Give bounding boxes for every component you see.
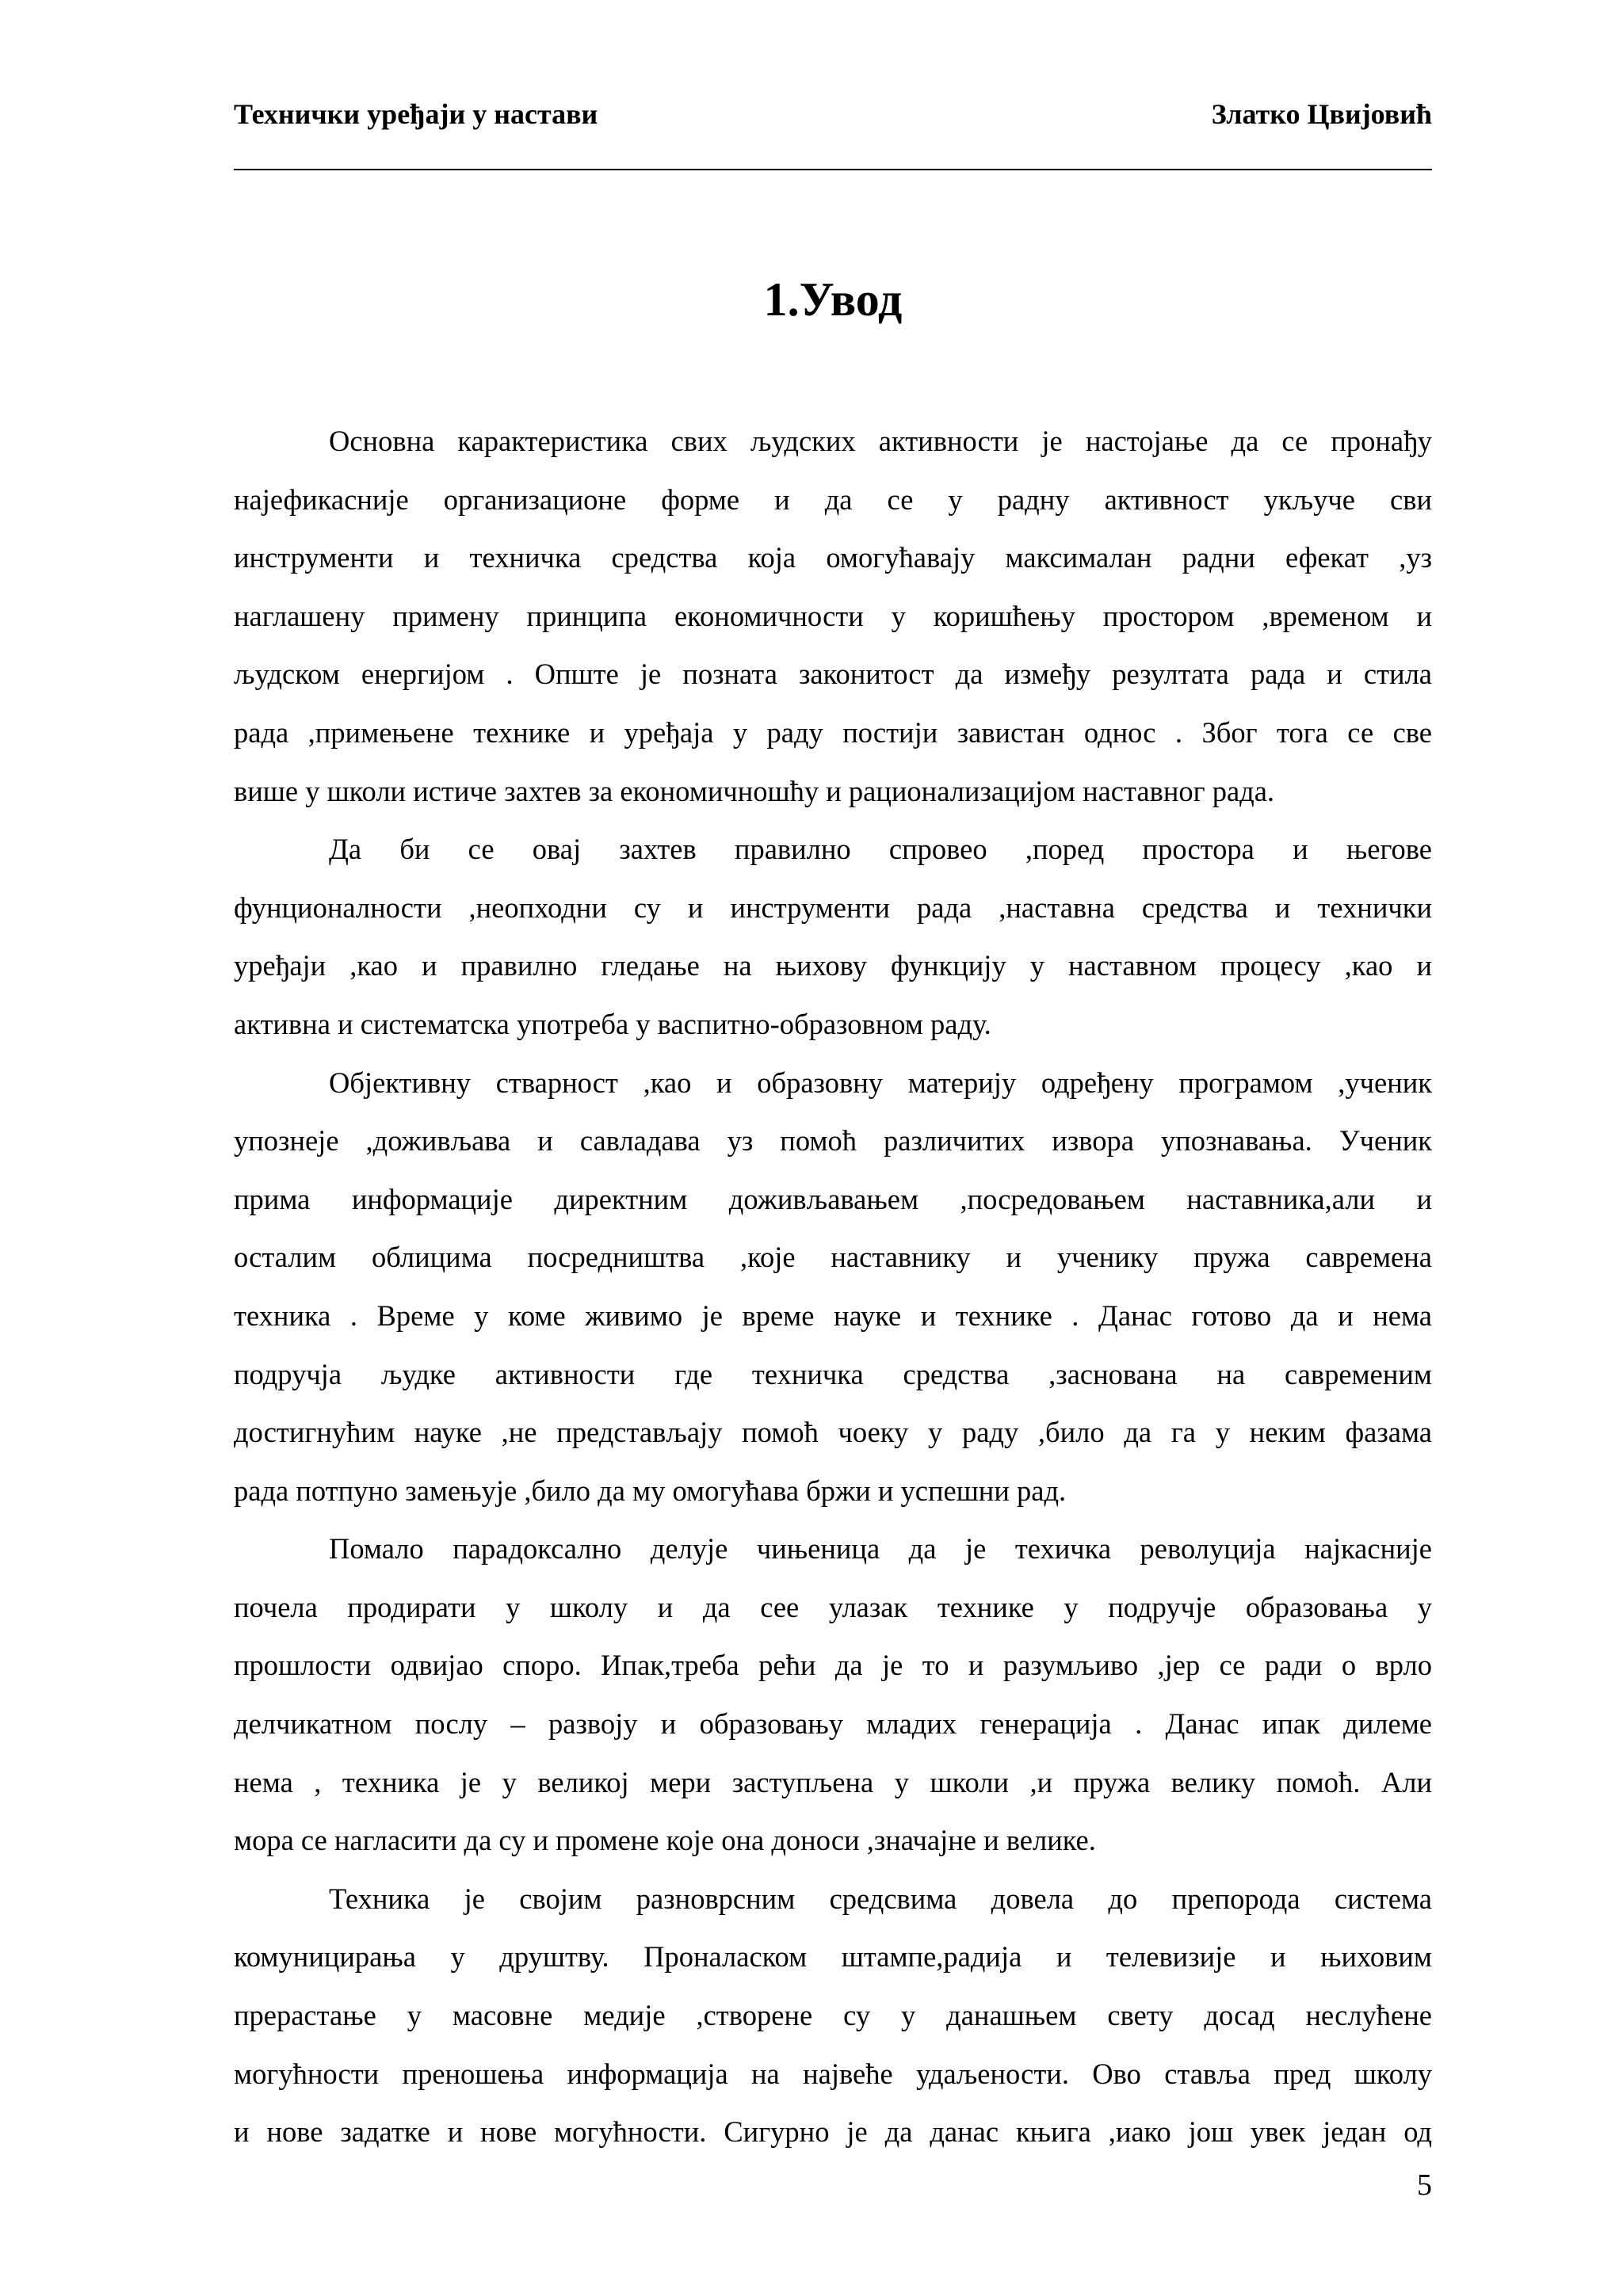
paragraph-line: почела продирати у школу и да сее улазак технике у подручје образовања у <box>234 1590 1432 1623</box>
paragraph-line: Техника је својим разноврсним средсвима довела до препорода система <box>329 1882 1432 1915</box>
header-divider <box>234 169 1432 170</box>
paragraph-line: подручја људке активности где техничка средства ,заснована на савременим <box>234 1357 1432 1390</box>
paragraph <box>234 1870 1432 2161</box>
paragraph <box>234 1054 1432 1520</box>
paragraph-line: Основна карактеристика свих људских активности је настојање да се пронађу <box>329 425 1432 457</box>
paragraph <box>234 412 1432 820</box>
paragraph-line: Помало парадоксално делује чињеница да је техичка револуција најкасније <box>329 1532 1432 1566</box>
paragraph-line: комуницирања у друштву. Проналаском штампе,радија и телевизије и њиховим <box>234 1940 1432 1974</box>
paragraph-line: Објективну стварност ,као и образовну материју одређену програмом ,ученик <box>329 1066 1432 1099</box>
paragraph-line: мора се нагласити да су и промене које она доноси ,значајне и велике. <box>234 1824 1096 1857</box>
paragraph-line: рада потпуно замењује ,било да му омогућава бржи и успешни рад. <box>234 1474 1067 1507</box>
paragraph-line: и нове задатке и нове могућности. Сигурно је да данас књига ,иако још увек један од <box>234 2115 1432 2149</box>
paragraph-line: могућности преношења информација на највеће удаљености. Ово ставља пред школу <box>234 2057 1432 2090</box>
paragraph-line: фунционалности ,неопходни су и инструменти рада ,наставна средства и технички <box>234 891 1432 924</box>
paragraph-line: достигнућим науке ,не представљају помоћ чоеку у раду ,било да га у неким фазама <box>234 1416 1432 1449</box>
page-header <box>234 93 1432 135</box>
paragraph-line: осталим облицима посредништва ,које наставнику и ученику пружа савремена <box>234 1241 1432 1274</box>
paragraph-line: прима информације директним доживљавањем ,посредовањем наставника,али и <box>234 1182 1432 1215</box>
page-number: 5 <box>1417 2168 1432 2202</box>
body-text <box>234 412 1432 2161</box>
paragraph-line: наглашену примену принципа економичности у коришћењу простором ,временом и <box>234 599 1432 632</box>
paragraph-line: рада ,примењене технике и уређаја у раду постији завистан однос . Због тога се све <box>234 715 1432 749</box>
paragraph-line: уређаји ,као и правилно гледање на њихову функцију у наставном процесу ,као и <box>234 949 1432 982</box>
paragraph-line: инструменти и техничка средства која омогућавају максималан радни ефекат ,уз <box>234 541 1432 574</box>
header-author: Златко Цвијовић <box>1211 98 1432 130</box>
paragraph <box>234 820 1432 1053</box>
paragraph-line: упознеје ,доживљава и савладава уз помоћ различитих извора упознавања. Ученик <box>234 1124 1432 1158</box>
paragraph-line: активна и систематска употреба у васпитно-образовном раду. <box>234 1007 991 1040</box>
paragraph <box>234 1520 1432 1870</box>
paragraph-line: нема , техника је у великој мери заступљена у школи ,и пружа велику помоћ. Али <box>234 1765 1432 1798</box>
paragraph-line: делчикатном послу – развоју и образовању младих генерација . Данас ипак дилеме <box>234 1707 1432 1741</box>
paragraph-line: техника . Време у коме живимо је време науке и технике . Данас готово да и нема <box>234 1299 1432 1332</box>
paragraph-line: људском енергијом . Опште је позната законитост да између резултата рада и стила <box>234 658 1432 691</box>
paragraph-line: најефикасније организационе форме и да се у радну активност укључе сви <box>234 482 1432 516</box>
paragraph-line: више у школи истиче захтев за економичношћу и рационализацијом наставног рада. <box>234 774 1275 807</box>
paragraph-line: прошлости одвијао споро. Ипак,треба рећи да је то и разумљиво ,јер се ради о врло <box>234 1649 1432 1682</box>
chapter-title: 1.Увод <box>763 273 903 326</box>
header-document-title: Технички уређаји у настави <box>234 98 598 130</box>
paragraph-line: прерастање у масовне медије ,створене су у данашњем свету досад неслућене <box>234 1999 1432 2032</box>
paragraph-line: Да би се овај захтев правилно спровео ,поред простора и његове <box>329 833 1432 866</box>
